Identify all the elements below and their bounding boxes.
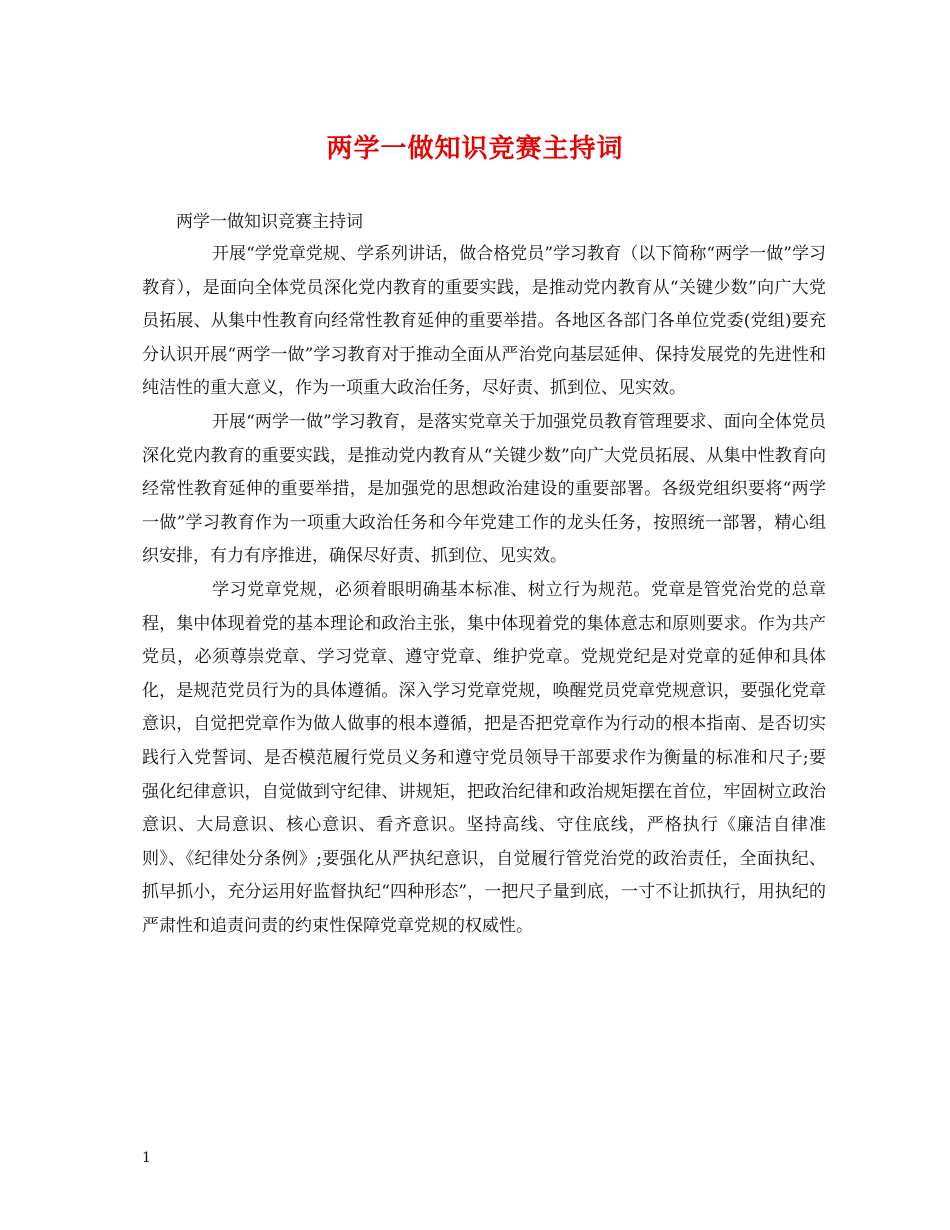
paragraph-1: 开展“学党章党规、学系列讲话，做合格党员”学习教育（以下简称“两学一做”学习教育），是面向全体党员深化党内教育的重要实践，是推动党内教育从“关键少数”向广大党员拓展、从集中性教育向经常性教育延伸的重要举措。各地区各部门各单位党委(党组)要充分认识开展“两学一做”学习教育对于推动全面从严治党向基层延伸、保持发展党的先进性和纯洁性的重大意义，作为一项重大政治任务，尽好责、抓到位、见实效。: [142, 244, 826, 399]
paragraph-2: 开展“两学一做”学习教育，是落实党章关于加强党员教育管理要求、面向全体党员深化党内教育的重要实践，是推动党内教育从“关键少数”向广大党员拓展、从集中性教育向经常性教育延伸的重要举措，是加强党的思想政治建设的重要部署。各级党组织要将“两学一做”学习教育作为一项重大政治任务和今年党建工作的龙头任务，按照统一部署，精心组织安排，有力有序推进，确保尽好责、抓到位、见实效。: [142, 411, 826, 567]
paragraph-3: 学习党章党规，必须着眼明确基本标准、树立行为规范。党章是管党治党的总章程，集中体现着党的基本理论和政治主张，集中体现着党的集体意志和原则要求。作为共产党员，必须尊崇党章、学习党章、遵守党章、维护党章。党规党纪是对党章的延伸和具体化，是规范党员行为的具体遵循。深入学习党章党规，唤醒党员党章党规意识，要强化党章意识，自觉把党章作为做人做事的根本遵循，把是否把党章作为行动的根本指南、是否切实践行入党誓词、是否模范履行党员义务和遵守党员领导干部要求作为衡量的标准和尺子;要强化纪律意识，自觉做到守纪律、讲规矩，把政治纪律和政治规矩摆在首位，牢固树立政治意识、大局意识、核心意识、看齐意识。坚持高线、守住底线，严格执行《廉洁自律准则》、《纪律处分条例》;要强化从严执纪意识，自觉履行管党治党的政治责任，全面执纪、抓早抓小，充分运用好监督执纪“四种形态”，一把尺子量到底，一寸不让抓执行，用执纪的严肃性和追责问责的约束性保障党章党规的权威性。: [142, 579, 826, 936]
document-title: 两学一做知识竞赛主持词: [326, 134, 624, 164]
page-number: 1: [142, 1150, 151, 1166]
document-body: [142, 238, 826, 943]
document-subtitle: 两学一做知识竞赛主持词: [176, 212, 363, 232]
